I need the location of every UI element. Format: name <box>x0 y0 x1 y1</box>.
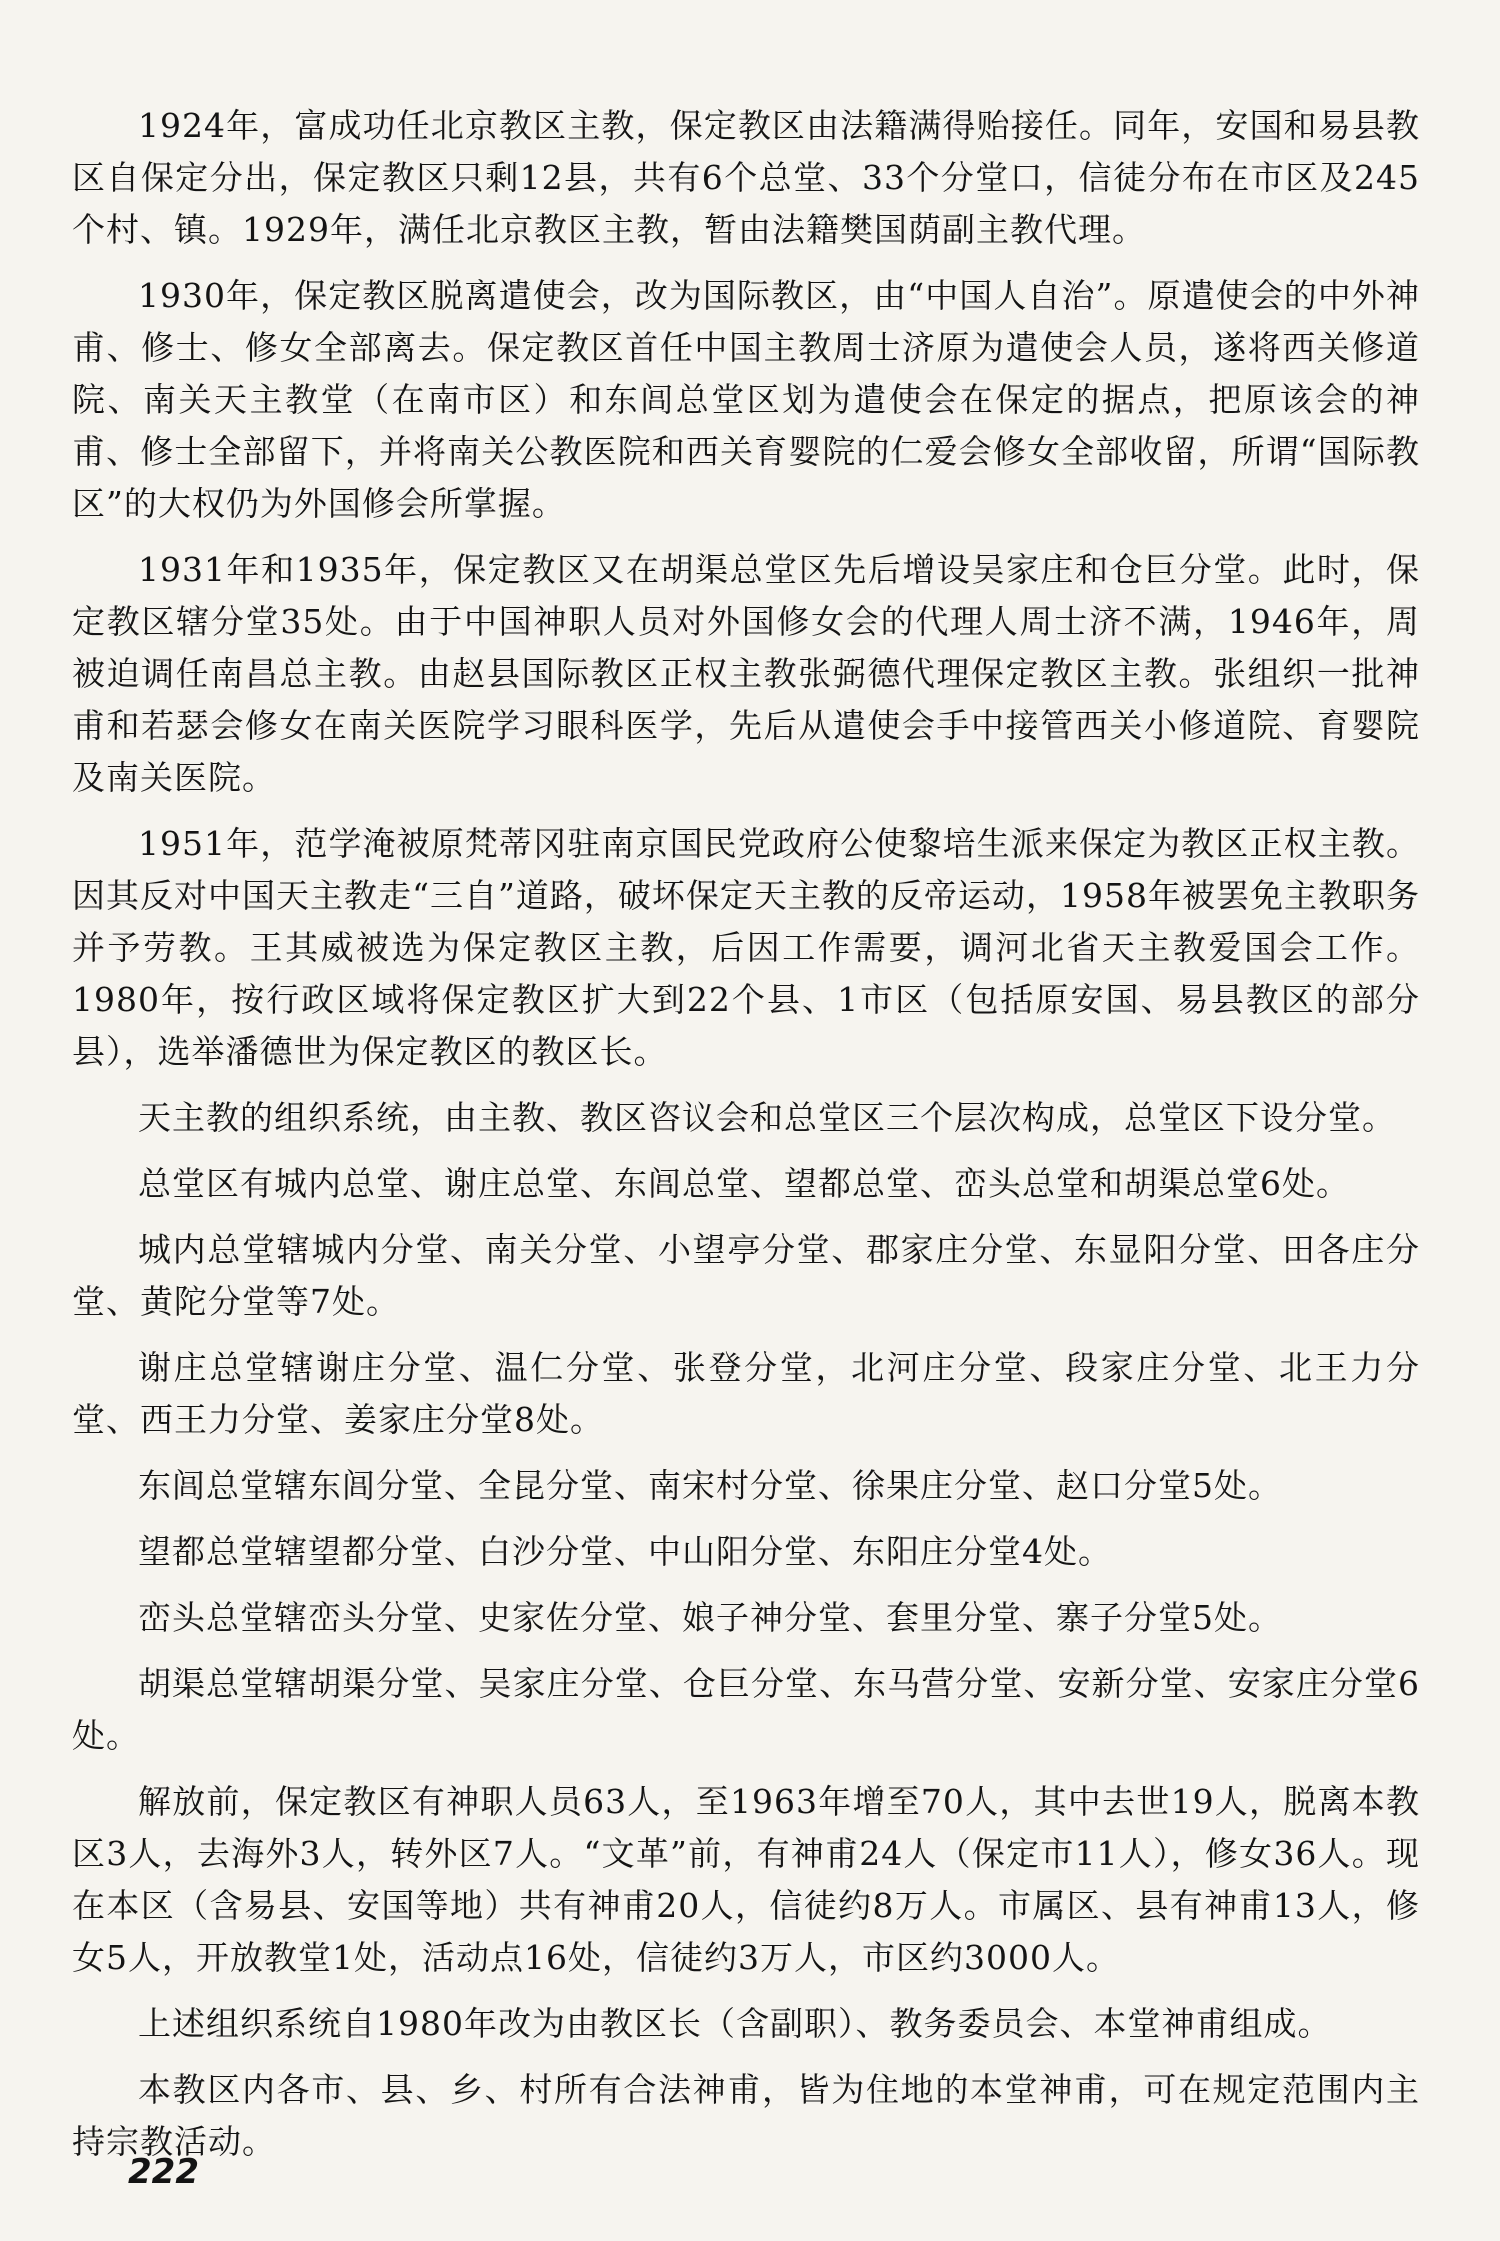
paragraph-3: 1931年和1935年，保定教区又在胡渠总堂区先后增设吴家庄和仓巨分堂。此时，保定教区辖分堂35处。由于中国神职人员对外国修女会的代理人周士济不满，1946年，周被迫调任南昌总主教。由赵县国际教区正权主教张弼德代理保定教区主教。张组织一批神甫和若瑟会修女在南关医院学习眼科医学，先后从遣使会手中接管西关小修道院、育婴院及南关医院。 <box>72 550 1420 797</box>
paragraph-1: 1924年，富成功任北京教区主教，保定教区由法籍满得贻接任。同年，安国和易县教区自保定分出，保定教区只剩12县，共有6个总堂、33个分堂口，信徒分布在市区及245个村、镇。1929年，满任北京教区主教，暂由法籍樊国荫副主教代理。 <box>72 106 1420 249</box>
paragraph-9: 东闾总堂辖东闾分堂、全昆分堂、南宋村分堂、徐果庄分堂、赵口分堂5处。 <box>138 1466 1282 1505</box>
paragraph-10: 望都总堂辖望都分堂、白沙分堂、中山阳分堂、东阳庄分堂4处。 <box>138 1532 1112 1571</box>
paragraph-15: 本教区内各市、县、乡、村所有合法神甫，皆为住地的本堂神甫，可在规定范围内主持宗教活动。 <box>72 2070 1420 2161</box>
paragraph-7: 城内总堂辖城内分堂、南关分堂、小望亭分堂、郡家庄分堂、东显阳分堂、田各庄分堂、黄陀分堂等7处。 <box>72 1230 1420 1321</box>
paragraph-14: 上述组织系统自1980年改为由教区长（含副职）、教务委员会、本堂神甫组成。 <box>138 2004 1332 2043</box>
paragraph-8: 谢庄总堂辖谢庄分堂、温仁分堂、张登分堂，北河庄分堂、段家庄分堂、北王力分堂、西王力分堂、姜家庄分堂8处。 <box>72 1348 1420 1439</box>
paragraph-11: 峦头总堂辖峦头分堂、史家佐分堂、娘子神分堂、套里分堂、寨子分堂5处。 <box>138 1598 1282 1637</box>
paragraph-6: 总堂区有城内总堂、谢庄总堂、东闾总堂、望都总堂、峦头总堂和胡渠总堂6处。 <box>138 1164 1350 1203</box>
paragraph-5: 天主教的组织系统，由主教、教区咨议会和总堂区三个层次构成，总堂区下设分堂。 <box>138 1098 1396 1137</box>
paragraph-13: 解放前，保定教区有神职人员63人，至1963年增至70人，其中去世19人，脱离本教区3人，去海外3人，转外区7人。“文革”前，有神甫24人（保定市11人），修女36人。现在本区（含易县、安国等地）共有神甫20人，信徒约8万人。市属区、县有神甫13人，修女5人，开放教堂1处，活动点16处，信徒约3万人，市区约3000人。 <box>72 1782 1420 1977</box>
paragraph-12: 胡渠总堂辖胡渠分堂、吴家庄分堂、仓巨分堂、东马营分堂、安新分堂、安家庄分堂6处。 <box>72 1664 1420 1755</box>
paragraph-4: 1951年，范学淹被原梵蒂冈驻南京国民党政府公使黎培生派来保定为教区正权主教。因其反对中国天主教走“三自”道路，破坏保定天主教的反帝运动，1958年被罢免主教职务并予劳教。王其威被选为保定教区主教，后因工作需要，调河北省天主教爱国会工作。1980年，按行政区域将保定教区扩大到22个县、1市区（包括原安国、易县教区的部分县），选举潘德世为保定教区的教区长。 <box>72 824 1420 1071</box>
paragraph-2: 1930年，保定教区脱离遣使会，改为国际教区，由“中国人自治”。原遣使会的中外神甫、修士、修女全部离去。保定教区首任中国主教周士济原为遣使会人员，遂将西关修道院、南关天主教堂（在南市区）和东闾总堂区划为遣使会在保定的据点，把原该会的神甫、修士全部留下，并将南关公教医院和西关育婴院的仁爱会修女全部收留，所谓“国际教区”的大权仍为外国修会所掌握。 <box>72 276 1420 523</box>
page-number: 222 <box>128 2152 199 2192</box>
